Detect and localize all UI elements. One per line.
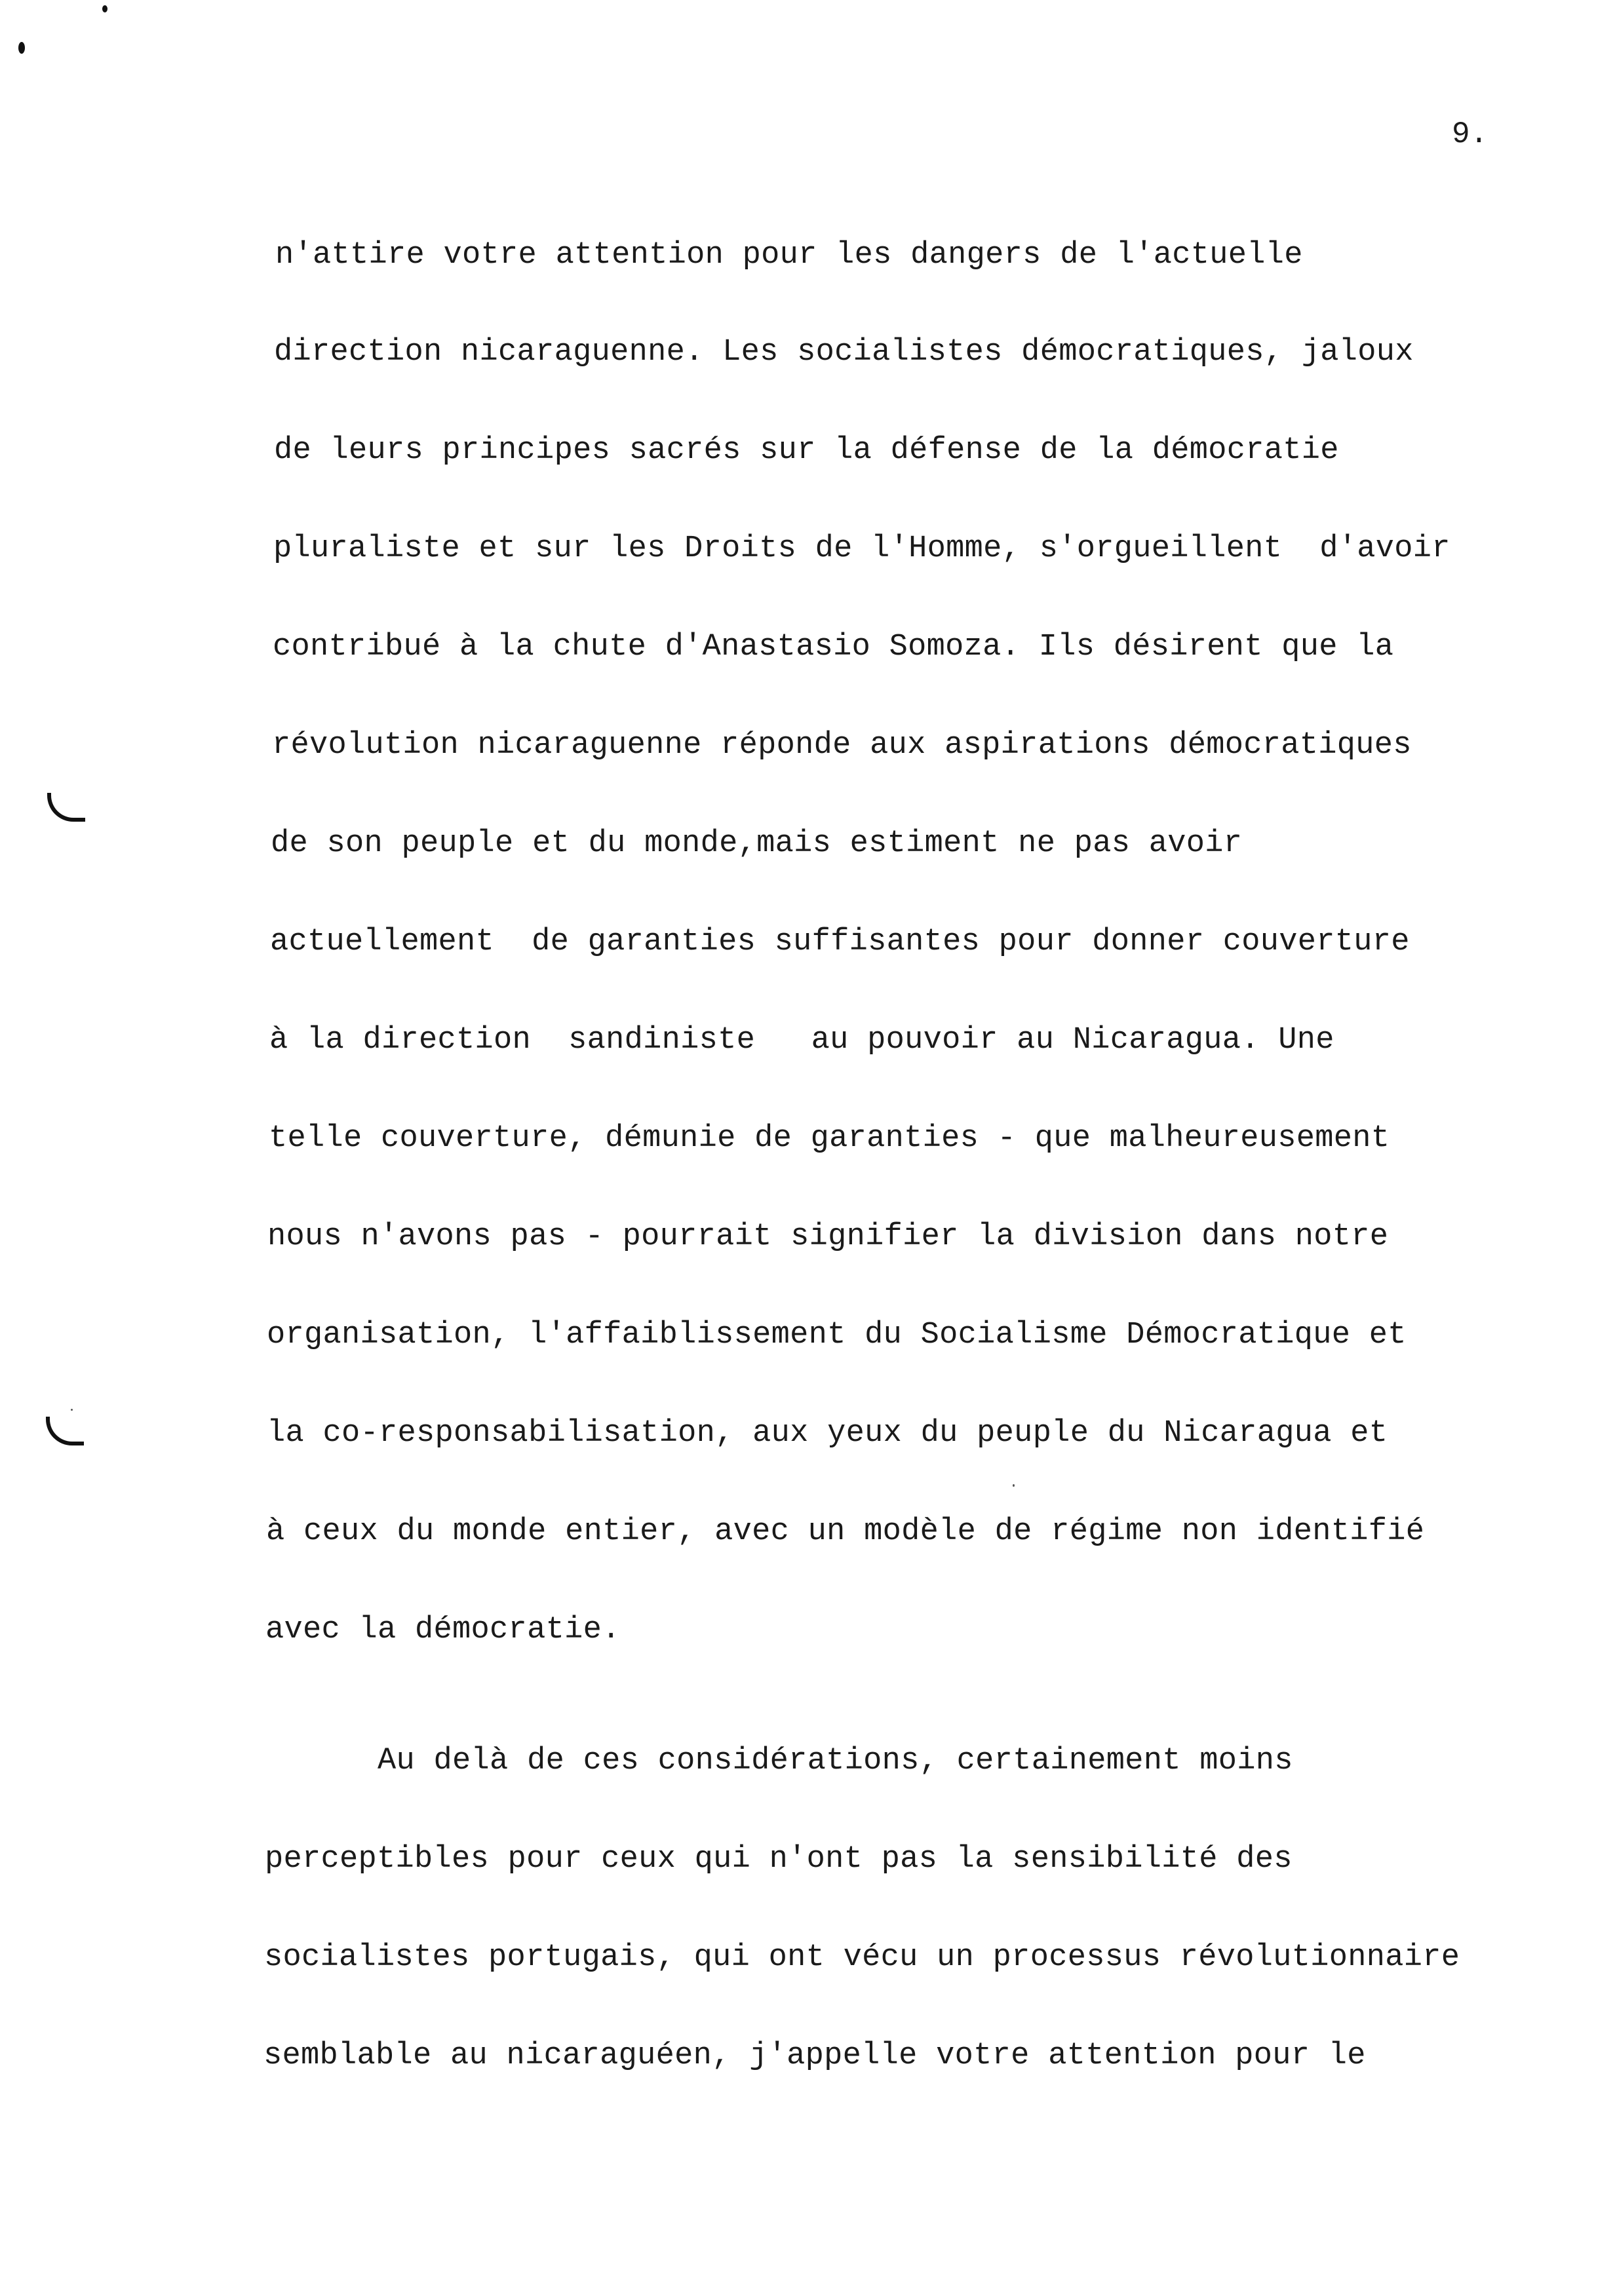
text-line: à ceux du monde entier, avec un modèle de régime non identifié bbox=[266, 1514, 1425, 1549]
ink-speck bbox=[1013, 1484, 1015, 1487]
text-line: semblable au nicaraguéen, j'appelle votre attention pour le bbox=[263, 2038, 1366, 2073]
text-line: contribué à la chute d'Anastasio Somoza. Ils désirent que la bbox=[273, 630, 1394, 664]
ink-speck bbox=[71, 1409, 73, 1411]
text-line: à la direction sandiniste au pouvoir au Nicaragua. Une bbox=[269, 1023, 1334, 1058]
text-line: de son peuple et du monde,mais estiment ne pas avoir bbox=[271, 826, 1243, 861]
text-line: de leurs principes sacrés sur la défense de la démocratie bbox=[274, 433, 1339, 468]
binding-hole-mark bbox=[47, 793, 85, 822]
text-line: actuellement de garanties suffisantes pour donner couverture bbox=[270, 925, 1410, 959]
text-line: perceptibles pour ceux qui n'ont pas la sensibilité des bbox=[265, 1842, 1293, 1877]
text-line: nous n'avons pas - pourrait signifier la division dans notre bbox=[267, 1219, 1389, 1254]
text-line: organisation, l'affaiblissement du Socialisme Démocratique et bbox=[267, 1318, 1407, 1352]
text-line: la co-responsabilisation, aux yeux du peuple du Nicaragua et bbox=[267, 1416, 1388, 1451]
text-line: pluraliste et sur les Droits de l'Homme, s'orgueillent d'avoir bbox=[273, 531, 1450, 566]
text-line: avec la démocratie. bbox=[265, 1613, 621, 1647]
text-line: telle couverture, démunie de garanties - que malheureusement bbox=[269, 1121, 1390, 1156]
text-line: révolution nicaraguenne réponde aux aspirations démocratiques bbox=[272, 728, 1412, 763]
ink-speck bbox=[18, 42, 25, 54]
binding-hole-mark bbox=[46, 1417, 84, 1445]
text-line: n'attire votre attention pour les dangers de l'actuelle bbox=[275, 238, 1303, 273]
text-line: direction nicaraguenne. Les socialistes démocratiques, jaloux bbox=[274, 335, 1414, 370]
text-line: Au delà de ces considérations, certainement moins bbox=[265, 1744, 1293, 1778]
text-line: socialistes portugais, qui ont vécu un processus révolutionnaire bbox=[264, 1940, 1460, 1975]
ink-speck bbox=[102, 5, 107, 12]
page-number: 9. bbox=[1452, 117, 1489, 151]
